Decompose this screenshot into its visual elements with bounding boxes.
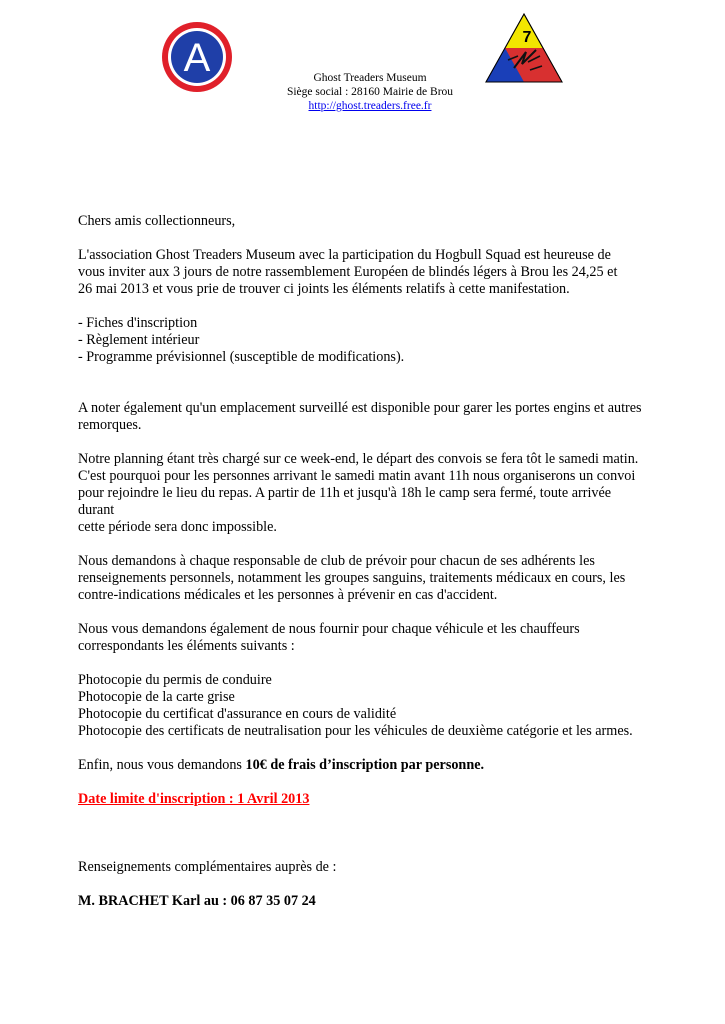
- planning-line: C'est pourquoi pour les personnes arrivant le samedi matin avant 11h nous organiserons un convoi: [78, 468, 636, 484]
- attachment-item: - Programme prévisionnel (susceptible de modifications).: [78, 349, 405, 365]
- vehicle-line: correspondants les éléments suivants :: [78, 638, 295, 654]
- document-item: Photocopie du permis de conduire: [78, 672, 272, 688]
- club-line: Nous demandons à chaque responsable de club de prévoir pour chacun de ses adhérents les: [78, 553, 595, 569]
- attachment-item: - Fiches d'inscription: [78, 315, 198, 331]
- intro-line: L'association Ghost Treaders Museum avec la participation du Hogbull Squad est heureuse de: [78, 247, 611, 263]
- club-line: contre-indications médicales et les personnes à prévenir en cas d'accident.: [78, 587, 498, 603]
- planning-line: cette période sera donc impossible.: [78, 519, 277, 535]
- planning-line: Notre planning étant très chargé sur ce week-end, le départ des convois se fera tôt le samedi matin.: [78, 451, 639, 467]
- parking-line: remorques.: [78, 417, 142, 433]
- greeting: Chers amis collectionneurs,: [78, 213, 236, 229]
- attachment-item: - Règlement intérieur: [78, 332, 200, 348]
- document-item: Photocopie des certificats de neutralisation pour les véhicules de deuxième catégorie et les armes.: [78, 723, 633, 739]
- document-item: Photocopie de la carte grise: [78, 689, 235, 705]
- museum-website-link[interactable]: http://ghost.treaders.free.fr: [308, 100, 432, 112]
- fee-prefix: Enfin, nous vous demandons: [78, 757, 246, 773]
- intro-line: 26 mai 2013 et vous prie de trouver ci joints les éléments relatifs à cette manifestation.: [78, 281, 570, 297]
- vehicle-line: Nous vous demandons également de nous fournir pour chaque véhicule et les chauffeurs: [78, 621, 580, 637]
- badge-letter: A: [183, 36, 211, 80]
- fee-amount: 10€ de frais d’inscription par personne.: [245, 757, 485, 773]
- contact-intro: Renseignements complémentaires auprès de :: [78, 859, 337, 875]
- document-item: Photocopie du certificat d'assurance en cours de validité: [78, 706, 397, 722]
- club-line: renseignements personnels, notamment les groupes sanguins, traitements médicaux en cours, les: [78, 570, 626, 586]
- triangle-number: 7: [522, 29, 532, 46]
- contact-name-phone: M. BRACHET Karl au : 06 87 35 07 24: [78, 893, 316, 909]
- museum-address: Siège social : 28160 Mairie de Brou: [286, 86, 454, 98]
- intro-line: vous inviter aux 3 jours de notre rassemblement Européen de blindés légers à Brou les 24,25 et: [78, 264, 618, 280]
- fee-line: [78, 757, 648, 774]
- planning-line: pour rejoindre le lieu du repas. A partir de 11h et jusqu'à 18h le camp sera fermé, toute arrivée durant: [78, 485, 612, 518]
- letter-body: [78, 213, 648, 910]
- parking-line: A noter également qu'un emplacement surveillé est disponible pour garer les portes engins et autres: [78, 400, 642, 416]
- deadline-notice: Date limite d'inscription : 1 Avril 2013: [78, 791, 310, 807]
- letter-header: [220, 71, 520, 113]
- museum-name: Ghost Treaders Museum: [313, 72, 427, 84]
